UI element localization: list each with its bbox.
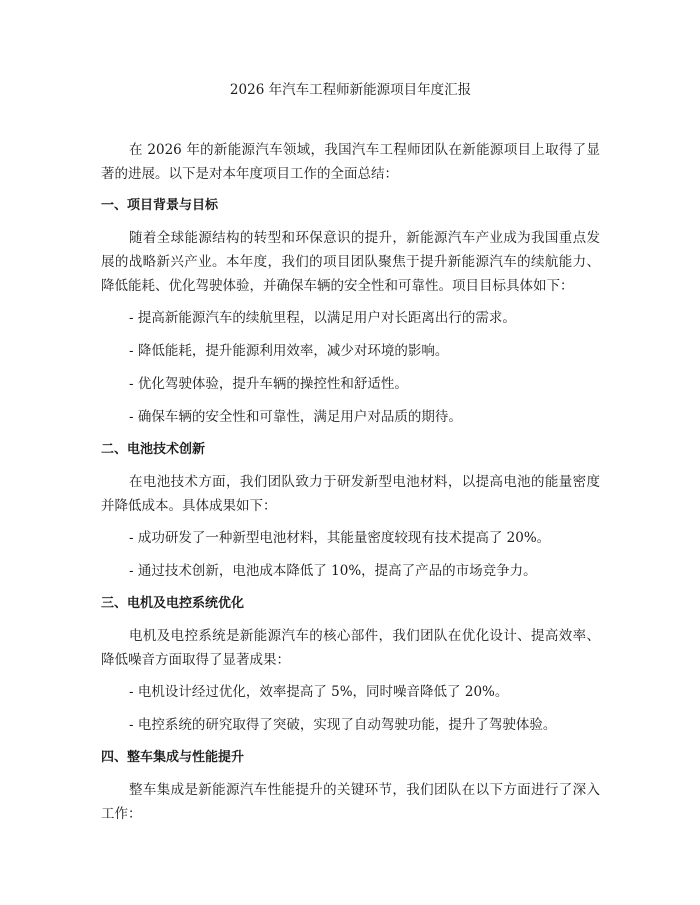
section-battery-innovation: [101, 440, 600, 581]
section-motor-control: [101, 594, 600, 735]
bullet-list: [101, 528, 600, 581]
list-item: - 电机设计经过优化，效率提高了 5%，同时噪音降低了 20%。: [129, 684, 509, 700]
list-item: - 确保车辆的安全性和可靠性，满足用户对品质的期待。: [129, 409, 462, 425]
bullet-list: [101, 682, 600, 735]
intro-paragraph: 在 2026 年的新能源汽车领域，我国汽车工程师团队在新能源项目上取得了显著的进展。以下是对本年度项目工作的全面总结：: [101, 142, 600, 182]
section-background-goals: [101, 196, 600, 427]
list-item: - 成功研发了一种新型电池材料，其能量密度较现有技术提高了 20%。: [129, 530, 551, 546]
section-heading: 四、整车集成与性能提升: [101, 750, 245, 765]
bullet-list: [101, 308, 600, 427]
document-title: 2026 年汽车工程师新能源项目年度汇报: [229, 82, 472, 98]
section-paragraph: 电机及电控系统是新能源汽车的核心部件，我们团队在优化设计、提高效率、降低噪音方面取得了显著成果：: [101, 628, 600, 668]
section-heading: 二、电池技术创新: [101, 442, 206, 457]
list-item: - 优化驾驶体验，提升车辆的操控性和舒适性。: [129, 376, 408, 392]
section-paragraph: 整车集成是新能源汽车性能提升的关键环节，我们团队在以下方面进行了深入工作：: [101, 782, 600, 822]
list-item: - 提高新能源汽车的续航里程，以满足用户对长距离出行的需求。: [129, 310, 516, 326]
list-item: - 通过技术创新，电池成本降低了 10%，提高了产品的市场竞争力。: [129, 563, 537, 579]
section-heading: 一、项目背景与目标: [101, 198, 219, 213]
section-heading: 三、电机及电控系统优化: [101, 596, 245, 611]
list-item: - 降低能耗，提升能源利用效率，减少对环境的影响。: [129, 343, 449, 359]
section-paragraph: 在电池技术方面，我们团队致力于研发新型电池材料，以提高电池的能量密度并降低成本。具体成果如下：: [101, 474, 600, 514]
section-paragraph: 随着全球能源结构的转型和环保意识的提升，新能源汽车产业成为我国重点发展的战略新兴产业。本年度，我们的项目团队聚焦于提升新能源汽车的续航能力、降低能耗、优化驾驶体验，并确保车辆的安全性和可靠性。项目目标具体如下：: [101, 230, 600, 294]
list-item: - 电控系统的研究取得了突破，实现了自动驾驶功能，提升了驾驶体验。: [129, 717, 557, 733]
section-vehicle-integration: [101, 748, 600, 826]
